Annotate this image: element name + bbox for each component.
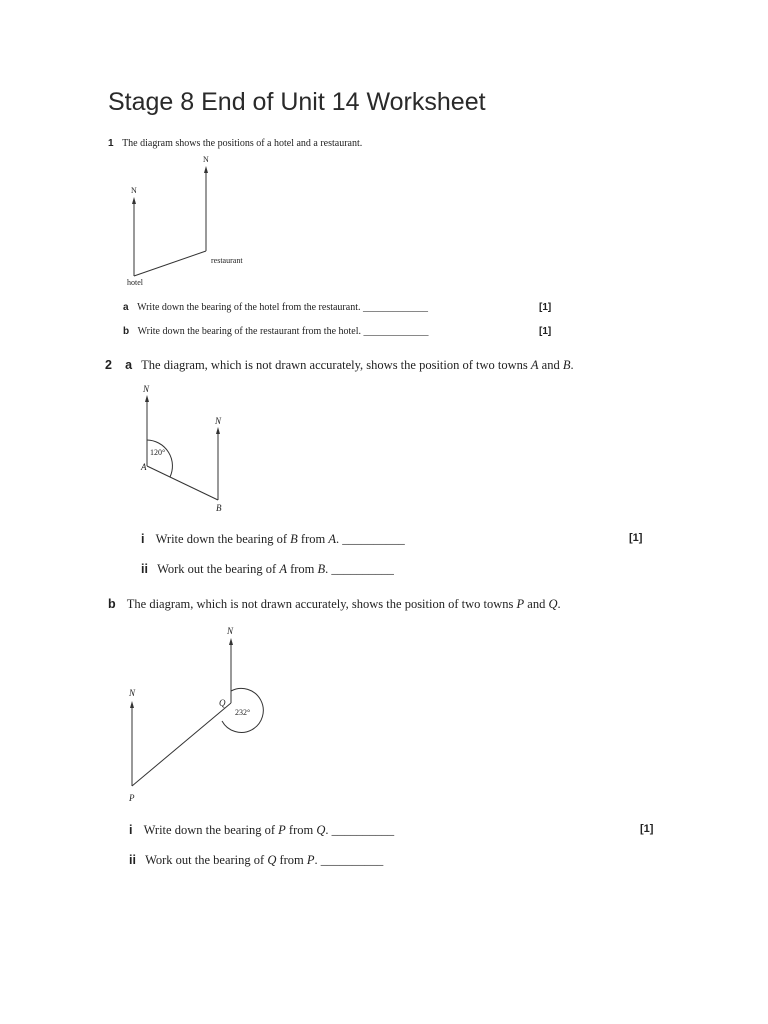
question-2b-ii [129,853,383,868]
question-2a-letter: a [125,358,133,372]
q2a-i-v2: A [328,532,336,546]
question-2b-i-mark: [1] [640,823,654,835]
q2a-ii-post: . __________ [325,562,394,576]
q2b-ii-v2: P [306,853,315,867]
q2b-i-v1: P [278,823,286,837]
q2a-ii-mid: from [286,562,318,576]
q2b-north-q-label: N [227,626,234,636]
page-title: Stage 8 End of Unit 14 Worksheet [108,88,486,116]
q2a-ii-v2: B [317,562,326,576]
town-q-name: Q [548,597,558,611]
question-1-number: 1 [108,138,114,149]
q1-north-right-label: N [203,155,209,164]
question-2a-i-mark: [1] [629,532,643,544]
question-1b-letter: b [123,326,130,337]
q2b-north-p-label: N [129,688,136,698]
q2a-angle-label: 120° [150,448,166,457]
question-1b-mark: [1] [539,326,552,337]
q2a-ii-pre: Work out the bearing of [157,562,280,576]
q2b-ii-v1: Q [267,853,277,867]
q2b-i-mid: from [285,823,317,837]
question-2a-intro-pre: The diagram, which is not drawn accurately, shows the position of two towns [141,358,531,372]
question-2a-period: . [570,358,574,372]
q2a-town-a-label: A [141,462,147,472]
q2a-ii-v1: A [279,562,287,576]
q2a-i-post: . __________ [335,532,405,546]
q2a-i-v1: B [290,532,298,546]
question-2b-ii-text [145,853,383,867]
question-1-intro-text: The diagram shows the positions of a hotel and a restaurant. [122,138,363,149]
question-1a-text: Write down the bearing of the hotel from the restaurant. _____________ [137,302,428,313]
town-p-name: P [516,597,525,611]
question-2b-letter: b [108,597,116,611]
question-2b-period: . [557,597,561,611]
q1-north-left-label: N [131,186,137,195]
question-2b-ii-numeral: ii [129,853,136,867]
q2b-angle-label: 232° [235,708,251,717]
question-2b-and: and [524,597,549,611]
question-2a-and: and [538,358,563,372]
question-2a-i-numeral: i [141,532,145,546]
q2b-i-v2: Q [316,823,326,837]
town-b-name: B [562,358,571,372]
q2b-i-post: . __________ [325,823,395,837]
q2b-town-p-label: P [129,793,135,803]
q2a-north-a-label: N [143,384,150,394]
q1-hotel-label: hotel [127,278,143,287]
q2a-i-pre: Write down the bearing of [155,532,291,546]
q2b-ii-post: . __________ [314,853,384,867]
town-a-name: A [530,358,539,372]
question-2b-i-numeral: i [129,823,133,837]
q1-restaurant-label: restaurant [211,256,243,265]
q2a-i-mid: from [297,532,329,546]
q2b-i-pre: Write down the bearing of [143,823,279,837]
question-2a-ii-numeral: ii [141,562,148,576]
q2a-north-b-label: N [215,416,222,426]
q2b-town-q-label: Q [219,698,226,708]
question-1b-text: Write down the bearing of the restaurant from the hotel. _____________ [137,326,429,337]
q2b-ii-mid: from [276,853,307,867]
question-1a-mark: [1] [539,302,552,313]
question-2-number: 2 [105,358,112,372]
question-1a-letter: a [123,302,129,313]
question-2b-intro-pre: The diagram, which is not drawn accurately, shows the position of two towns [126,597,517,611]
q2a-town-b-label: B [216,503,222,513]
question-2b-i-text [144,823,395,837]
q2b-ii-pre: Work out the bearing of [145,853,268,867]
question-2b-i [129,823,394,838]
